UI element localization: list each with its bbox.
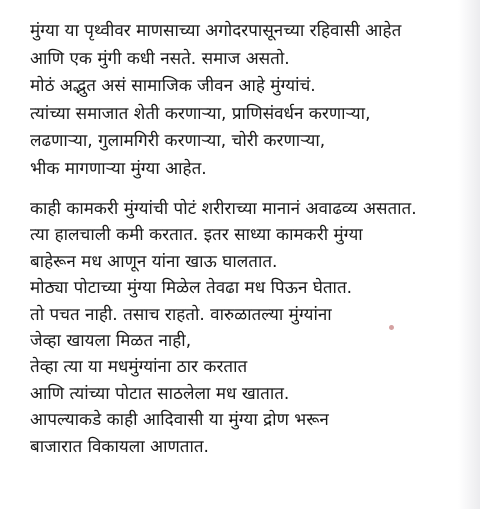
text-line: मुंग्या या पृथ्वीवर माणसाच्या अगोदरपासूनच्या रहिवासी आहेत [30, 21, 402, 41]
text-line: आणि त्यांच्या पोटात साठलेला मध खातात. [30, 383, 290, 404]
text-line: तेव्हा त्या या मधमुंग्यांना ठार करतात [30, 357, 248, 378]
paragraph-2 [30, 196, 417, 460]
text-line: तो पचत नाही. तसाच राहतो. वारुळातल्या मुंग्यांना [30, 304, 332, 325]
text-line: मोठ्या पोटाच्या मुंग्या मिळेल तेवढा मध पिऊन घेतात. [30, 278, 353, 299]
text-line: त्यांच्या समाजात शेती करणाऱ्या, प्राणिसंवर्धन करणाऱ्या, [30, 103, 371, 124]
text-line: आपल्याकडे काही आदिवासी या मुंग्या द्रोण भरून [30, 410, 329, 431]
text-line: मोठं अद्भुत असं सामाजिक जीवन आहे मुंग्यांचं. [30, 76, 316, 96]
paragraph-1 [30, 18, 401, 183]
text-line: काही कामकरी मुंग्यांची पोटं शरीराच्या मानानं अवाढव्य असतात. [30, 199, 417, 219]
text-line: जेव्हा खायला मिळत नाही, [30, 330, 192, 351]
ink-speck [389, 325, 394, 330]
text-line: त्या हालचाली कमी करतात. इतर साध्या कामकरी मुंग्या [30, 225, 363, 246]
text-line: भीक मागणाऱ्या मुंग्या आहेत. [30, 158, 207, 179]
text-line: बाजारात विकायला आणतात. [30, 436, 209, 457]
text-line: बाहेरून मध आणून यांना खाऊ घालतात. [30, 251, 278, 272]
text-line: आणि एक मुंगी कधी नसते. समाज असतो. [30, 48, 290, 69]
text-line: लढणाऱ्या, गुलामगिरी करणाऱ्या, चोरी करणाऱ्या, [30, 131, 326, 151]
page-edge-shadow [458, 0, 480, 509]
